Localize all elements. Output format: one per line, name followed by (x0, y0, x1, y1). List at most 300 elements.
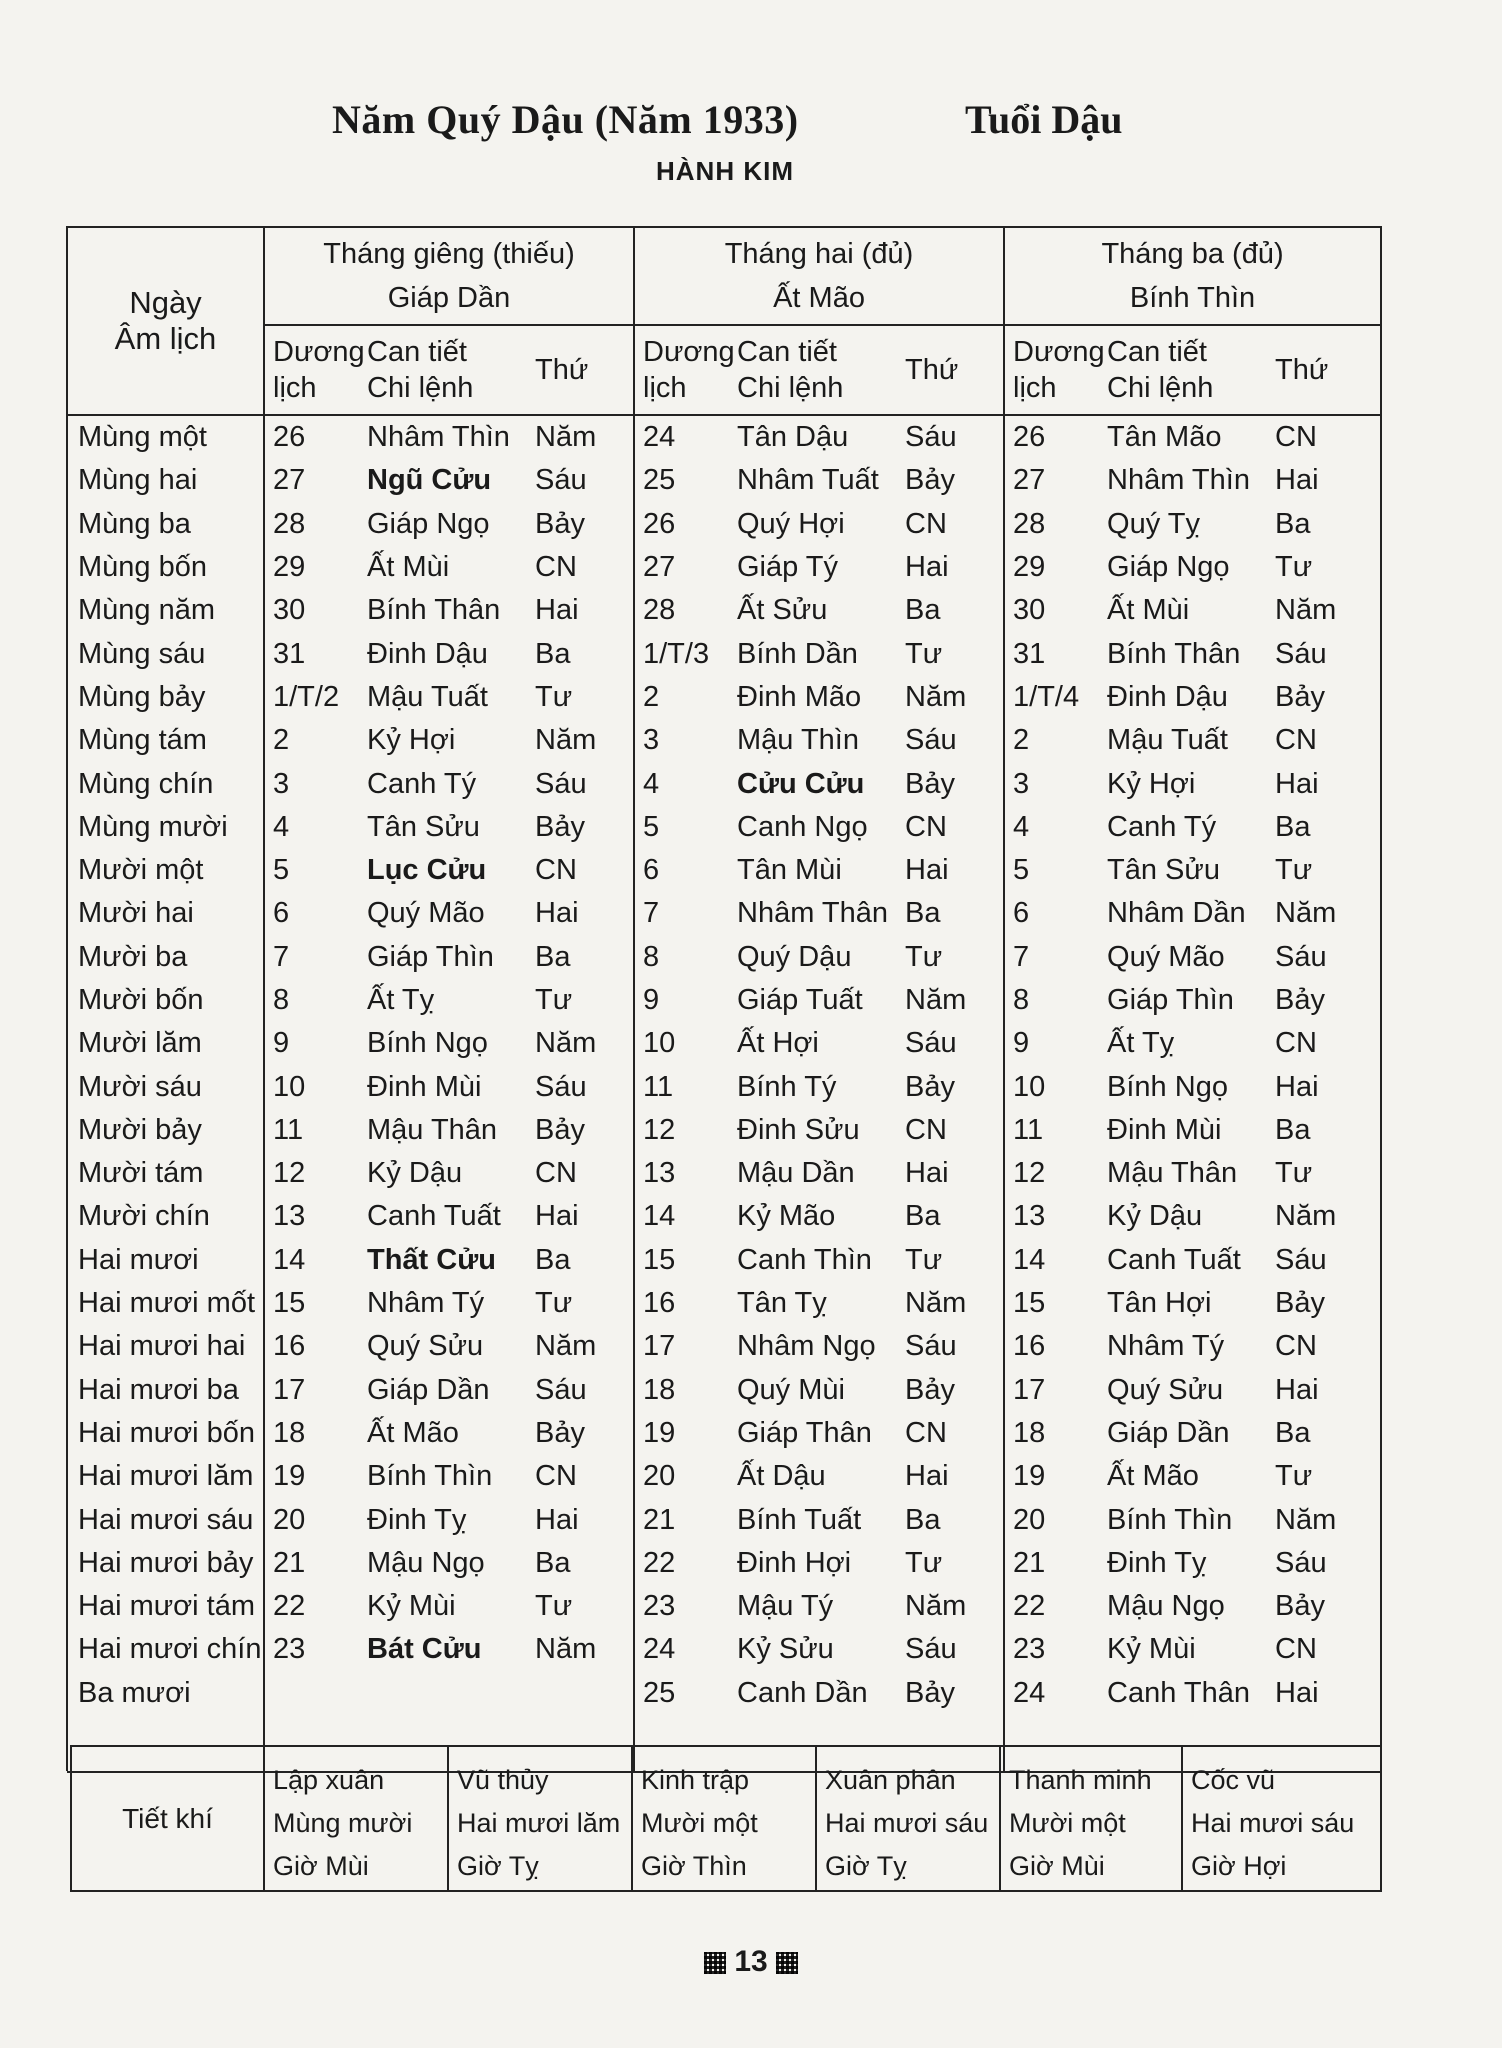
solar-date-cell: 6 (643, 854, 660, 887)
solar-term-cell (1000, 1746, 1182, 1891)
solar-date-cell: 17 (1013, 1373, 1046, 1406)
can-chi-cell: Kỷ Mão (737, 1200, 836, 1233)
solar-date-cell: 21 (1013, 1546, 1046, 1579)
table-row (67, 719, 1381, 762)
can-chi-cell: Kỷ Hợi (1107, 767, 1196, 800)
weekday-cell: Bảy (1271, 1282, 1381, 1325)
solar-date-cell: 3 (1013, 767, 1030, 800)
solar-date-cell: 21 (643, 1503, 676, 1536)
solar-date-cell: 6 (1013, 897, 1030, 930)
can-chi-cell: Quý Sửu (367, 1330, 484, 1363)
weekday-cell: CN (531, 546, 634, 589)
lunar-day-cell: Mười một (67, 849, 264, 892)
solar-term-cell (448, 1746, 632, 1891)
can-chi-cell: Canh Tuất (367, 1200, 501, 1233)
solar-date-cell: 13 (643, 1157, 676, 1190)
solar-terms-row (71, 1746, 1381, 1891)
weekday-cell: Ba (901, 589, 1004, 632)
page-header (0, 96, 1502, 146)
lunar-day-cell: Mùng bốn (67, 546, 264, 589)
weekday-cell: Sáu (1271, 1239, 1381, 1282)
weekday-cell: CN (901, 503, 1004, 546)
can-chi-cell: Giáp Dần (367, 1373, 490, 1406)
can-chi-cell: Đinh Hợi (737, 1546, 852, 1579)
can-chi-cell: Nhâm Thìn (1107, 464, 1250, 497)
can-chi-cell: Ất Sửu (737, 594, 828, 627)
weekday-cell: Ba (901, 1195, 1004, 1238)
solar-date-cell: 15 (1013, 1287, 1046, 1320)
solar-date-cell: 28 (273, 507, 306, 540)
table-row (67, 676, 1381, 719)
table-row (67, 1065, 1381, 1108)
weekday-cell: Hai (901, 546, 1004, 589)
solar-term-cell (264, 1746, 448, 1891)
solar-date-cell: 22 (1013, 1590, 1046, 1623)
weekday-cell: Ba (531, 632, 634, 675)
solar-date-cell: 20 (1013, 1503, 1046, 1536)
solar-date-cell: 3 (273, 767, 290, 800)
weekday-cell: Hai (531, 892, 634, 935)
weekday-cell: Bảy (531, 1412, 634, 1455)
solar-date-header (1004, 325, 1105, 415)
solar-date-cell: 28 (1013, 507, 1046, 540)
weekday-cell: Sáu (531, 459, 634, 502)
page-title: Năm Quý Dậu (Năm 1933) (332, 97, 799, 142)
can-chi-cell: Giáp Tuất (737, 984, 863, 1016)
solar-date-cell: 31 (1013, 637, 1046, 670)
weekday-cell: Bảy (531, 503, 634, 546)
solar-terms-label: Tiết khí (71, 1746, 264, 1891)
solar-date-cell: 17 (273, 1373, 306, 1406)
can-chi-cell: Tân Sửu (367, 810, 480, 843)
solar-date-cell: 11 (643, 1070, 674, 1103)
weekday-cell: Năm (901, 979, 1004, 1022)
solar-date-cell: 11 (273, 1113, 304, 1146)
weekday-cell: Bảy (1271, 676, 1381, 719)
weekday-cell: CN (901, 1109, 1004, 1152)
can-chi-cell: Đinh Dậu (1107, 680, 1228, 713)
lunar-day-cell: Hai mươi (67, 1239, 264, 1282)
month-header-row (67, 227, 1381, 325)
table-row (67, 1369, 1381, 1412)
solar-date-cell: 8 (1013, 984, 1030, 1016)
weekday-header (901, 325, 1004, 415)
month-can-chi: Giáp Dần (387, 282, 511, 314)
weekday-header (531, 325, 634, 415)
weekday-cell: Tư (1271, 546, 1381, 589)
solar-date-cell: 23 (1013, 1633, 1046, 1666)
can-chi-cell: Tân Dậu (737, 421, 849, 454)
weekday-cell: Sáu (1271, 632, 1381, 675)
solar-date-cell: 24 (643, 421, 676, 454)
lunar-day-cell: Mùng hai (67, 459, 264, 502)
table-row (67, 892, 1381, 935)
lunar-day-cell: Mười tám (67, 1152, 264, 1195)
solar-term-day: Hai mươi sáu (1191, 1808, 1355, 1838)
weekday-cell: Ba (901, 1498, 1004, 1541)
solar-date-cell: 4 (1013, 810, 1030, 843)
table-row (67, 1628, 1381, 1671)
lunar-day-cell: Hai mươi mốt (67, 1282, 264, 1325)
month-name: Tháng hai (đủ) (724, 238, 914, 270)
can-chi-cell: Giáp Tý (737, 551, 839, 584)
lunar-day-cell: Mười sáu (67, 1065, 264, 1108)
solar-date-cell: 20 (273, 1503, 306, 1536)
can-chi-cell: Ngũ Cửu (367, 464, 492, 497)
lunar-day-cell: Hai mươi ba (67, 1369, 264, 1412)
can-chi-cell: Mậu Tuất (367, 680, 488, 713)
can-chi-cell: Đinh Dậu (367, 637, 488, 670)
weekday-cell: Năm (1271, 1498, 1381, 1541)
solar-date-cell: 13 (1013, 1200, 1046, 1233)
solar-date-cell: 12 (1013, 1157, 1046, 1190)
solar-term-cell (632, 1746, 816, 1891)
lunar-day-cell: Mùng ba (67, 503, 264, 546)
solar-date-cell: 29 (273, 551, 306, 584)
can-chi-cell: Mậu Ngọ (1107, 1590, 1225, 1623)
can-chi-cell: Mậu Tý (737, 1590, 834, 1623)
weekday-cell: Năm (531, 719, 634, 762)
table-row (67, 1282, 1381, 1325)
weekday-cell: Năm (531, 415, 634, 459)
solar-term-day: Mười một (641, 1808, 758, 1838)
can-chi-cell: Bính Thân (367, 594, 501, 627)
header-text: Dương (1013, 336, 1105, 368)
can-chi-cell: Kỷ Hợi (367, 724, 456, 757)
solar-date-cell: 25 (643, 1676, 676, 1709)
can-chi-cell: Nhâm Thân (737, 897, 888, 930)
can-chi-cell: Thất Cửu (367, 1243, 496, 1276)
can-chi-cell: Đinh Sửu (737, 1113, 860, 1146)
table-row (67, 1022, 1381, 1065)
solar-date-cell: 5 (1013, 854, 1030, 887)
month-header-1 (264, 227, 634, 325)
month-can-chi: Ất Mão (773, 282, 865, 314)
weekday-cell: Năm (901, 1282, 1004, 1325)
can-chi-cell: Kỷ Sửu (737, 1633, 834, 1666)
solar-term-name: Kinh trập (641, 1765, 750, 1795)
header-text: Dương (643, 336, 735, 368)
solar-term-day: Hai mươi lăm (457, 1808, 621, 1838)
solar-date-cell: 5 (273, 854, 290, 887)
lunar-day-cell: Hai mươi bảy (67, 1542, 264, 1585)
table-row (67, 1239, 1381, 1282)
can-chi-cell: Canh Tý (1107, 810, 1217, 843)
lunar-day-cell: Mùng năm (67, 589, 264, 632)
can-chi-cell: Ất Mão (367, 1416, 459, 1449)
table-row (67, 1195, 1381, 1238)
solar-date-cell: 9 (643, 984, 660, 1016)
can-chi-cell: Ất Mão (1107, 1460, 1199, 1493)
solar-date-cell: 29 (1013, 551, 1046, 584)
solar-term-day: Mười một (1009, 1808, 1126, 1838)
element-subtitle: HÀNH KIM (656, 156, 794, 186)
solar-date-cell: 31 (273, 637, 306, 670)
weekday-cell: Năm (901, 676, 1004, 719)
can-chi-header (361, 325, 531, 415)
solar-date-cell: 18 (643, 1373, 676, 1406)
can-chi-cell: Kỷ Dậu (367, 1157, 463, 1190)
table-row (67, 589, 1381, 632)
can-chi-cell: Kỷ Mùi (1107, 1633, 1196, 1666)
solar-date-cell: 16 (643, 1287, 676, 1320)
weekday-cell: Tư (531, 1282, 634, 1325)
table-row (67, 1455, 1381, 1498)
can-chi-cell: Bính Dần (737, 637, 858, 670)
weekday-cell: Tư (531, 1585, 634, 1628)
table-row (67, 1412, 1381, 1455)
solar-date-cell: 9 (273, 1027, 290, 1060)
solar-date-cell: 27 (643, 551, 676, 584)
can-chi-cell: Bính Ngọ (367, 1027, 488, 1060)
solar-date-cell: 11 (1013, 1113, 1044, 1146)
lunar-day-cell: Mười hai (67, 892, 264, 935)
can-chi-cell: Mậu Dần (737, 1157, 855, 1190)
can-chi-cell: Canh Dần (737, 1676, 868, 1709)
solar-date-cell: 23 (643, 1590, 676, 1623)
header-text: Thứ (535, 353, 589, 386)
solar-date-cell: 22 (643, 1546, 676, 1579)
can-chi-cell: Đinh Mão (737, 680, 862, 713)
lunar-day-cell: Hai mươi sáu (67, 1498, 264, 1541)
weekday-cell: Hai (531, 1498, 634, 1541)
header-text: Chi lệnh (1107, 372, 1214, 404)
solar-date-cell: 27 (273, 464, 306, 497)
solar-date-cell: 1/T/3 (643, 637, 710, 670)
weekday-cell: Tư (1271, 1455, 1381, 1498)
solar-date-cell: 10 (1013, 1070, 1046, 1103)
weekday-cell: CN (901, 1412, 1004, 1455)
can-chi-cell: Bính Thìn (367, 1460, 493, 1493)
can-chi-cell: Canh Tý (367, 767, 477, 800)
weekday-cell: Sáu (531, 762, 634, 805)
table-row (67, 1585, 1381, 1628)
weekday-cell: Sáu (901, 719, 1004, 762)
weekday-cell: Hai (1271, 762, 1381, 805)
solar-date-cell: 5 (643, 810, 660, 843)
lunar-day-cell: Mùng sáu (67, 632, 264, 675)
can-chi-cell: Nhâm Tý (1107, 1330, 1225, 1363)
weekday-cell: Tư (531, 979, 634, 1022)
solar-date-cell: 16 (1013, 1330, 1046, 1363)
page-number (0, 1945, 1502, 1979)
solar-term-hour: Giờ Mùi (273, 1851, 369, 1881)
can-chi-cell: Nhâm Dần (1107, 897, 1246, 930)
can-chi-cell: Quý Mùi (737, 1373, 845, 1406)
can-chi-cell: Ất Hợi (737, 1027, 819, 1060)
solar-date-cell: 30 (273, 594, 306, 627)
header-text: Can tiết (1107, 336, 1207, 368)
solar-date-cell: 15 (273, 1287, 306, 1320)
solar-term-name: Xuân phân (825, 1765, 956, 1795)
solar-date-cell: 14 (273, 1243, 306, 1276)
can-chi-cell: Giáp Thìn (367, 940, 494, 973)
weekday-cell: Sáu (531, 1369, 634, 1412)
can-chi-cell: Giáp Ngọ (367, 507, 490, 540)
weekday-cell: CN (531, 849, 634, 892)
lunar-day-cell: Mùng chín (67, 762, 264, 805)
can-chi-cell: Nhâm Tý (367, 1287, 485, 1320)
weekday-cell: Sáu (1271, 936, 1381, 979)
can-chi-cell: Mậu Ngọ (367, 1546, 485, 1579)
can-chi-cell: Nhâm Thìn (367, 421, 510, 454)
solar-date-cell: 30 (1013, 594, 1046, 627)
solar-date-cell: 13 (273, 1200, 306, 1233)
header-text: Chi lệnh (367, 372, 474, 404)
table-row (67, 1672, 1381, 1715)
solar-date-cell: 14 (1013, 1243, 1046, 1276)
can-chi-cell: Giáp Thân (737, 1416, 872, 1449)
table-row (67, 503, 1381, 546)
solar-date-cell: 26 (273, 421, 306, 454)
weekday-cell: CN (531, 1152, 634, 1195)
can-chi-cell: Canh Ngọ (737, 810, 868, 843)
header-text: lịch (643, 372, 687, 404)
can-chi-cell: Đinh Tỵ (367, 1503, 467, 1536)
solar-term-day: Mùng mười (273, 1808, 413, 1838)
can-chi-cell: Mậu Tuất (1107, 724, 1228, 757)
solar-date-cell: 7 (643, 897, 660, 930)
solar-term-name: Vũ thủy (457, 1765, 549, 1795)
weekday-cell: Tư (901, 936, 1004, 979)
month-header-3 (1004, 227, 1381, 325)
weekday-cell: Ba (901, 892, 1004, 935)
weekday-cell: Sáu (901, 1628, 1004, 1671)
weekday-cell: Năm (531, 1628, 634, 1671)
lunar-day-cell: Hai mươi hai (67, 1325, 264, 1368)
can-chi-cell: Ất Tỵ (1107, 1027, 1175, 1060)
lunar-day-cell: Hai mươi tám (67, 1585, 264, 1628)
solar-terms-table (70, 1745, 1382, 1892)
header-text: lịch (273, 372, 317, 404)
solar-date-cell: 24 (1013, 1676, 1046, 1709)
lunar-day-cell: Ba mươi (67, 1672, 264, 1715)
can-chi-cell: Đinh Mùi (1107, 1113, 1222, 1146)
weekday-cell: Bảy (901, 1369, 1004, 1412)
table-row (67, 762, 1381, 805)
month-header-2 (634, 227, 1004, 325)
can-chi-cell: Quý Hợi (737, 507, 845, 540)
lunar-day-cell: Mười bảy (67, 1109, 264, 1152)
weekday-cell: Hai (1271, 459, 1381, 502)
weekday-cell: CN (1271, 719, 1381, 762)
table-row (67, 936, 1381, 979)
solar-date-cell: 1/T/2 (273, 680, 340, 713)
can-chi-cell: Tân Mão (1107, 421, 1222, 454)
weekday-cell: Bảy (531, 806, 634, 849)
weekday-cell: Năm (531, 1022, 634, 1065)
solar-term-day: Hai mươi sáu (825, 1808, 989, 1838)
weekday-cell: Ba (1271, 1109, 1381, 1152)
solar-term-name: Thanh minh (1009, 1765, 1152, 1795)
can-chi-cell: Ất Tỵ (367, 984, 435, 1016)
weekday-cell: Hai (901, 1455, 1004, 1498)
weekday-cell: CN (1271, 415, 1381, 459)
solar-date-cell: 2 (643, 680, 660, 713)
table-row (67, 546, 1381, 589)
solar-date-cell: 16 (273, 1330, 306, 1363)
can-chi-cell: Tân Tỵ (737, 1287, 827, 1320)
weekday-cell: Hai (531, 1195, 634, 1238)
solar-date-cell: 23 (273, 1633, 306, 1666)
can-chi-cell: Lục Cửu (367, 854, 487, 887)
can-chi-cell: Mậu Thìn (737, 724, 859, 757)
solar-date-header (264, 325, 365, 415)
can-chi-cell: Đinh Mùi (367, 1070, 482, 1103)
table-row (67, 849, 1381, 892)
lunar-day-cell: Hai mươi chín (67, 1628, 264, 1671)
can-chi-cell: Nhâm Ngọ (737, 1330, 876, 1363)
can-chi-cell: Canh Thìn (737, 1243, 872, 1276)
table-row (67, 1542, 1381, 1585)
solar-date-cell: 26 (1013, 421, 1046, 454)
solar-date-cell: 15 (643, 1243, 676, 1276)
weekday-cell: Tư (901, 1542, 1004, 1585)
weekday-cell: CN (1271, 1325, 1381, 1368)
can-chi-cell: Bính Tuất (737, 1503, 862, 1536)
weekday-cell: CN (1271, 1022, 1381, 1065)
solar-date-cell: 10 (643, 1027, 676, 1060)
weekday-cell: Năm (1271, 1195, 1381, 1238)
solar-date-cell: 2 (1013, 724, 1030, 757)
solar-term-hour: Giờ Tỵ (825, 1851, 907, 1881)
solar-date-cell: 8 (643, 940, 660, 973)
table-row (67, 632, 1381, 675)
can-chi-cell: Bính Thìn (1107, 1503, 1233, 1536)
can-chi-cell: Bính Thân (1107, 637, 1241, 670)
can-chi-cell: Giáp Thìn (1107, 984, 1234, 1016)
can-chi-cell: Bính Tý (737, 1070, 837, 1103)
can-chi-cell: Giáp Dần (1107, 1416, 1230, 1449)
weekday-cell: Sáu (901, 1325, 1004, 1368)
lunar-day-cell: Mười chín (67, 1195, 264, 1238)
weekday-cell: Hai (1271, 1672, 1381, 1715)
weekday-cell: Tư (1271, 1152, 1381, 1195)
weekday-cell: Sáu (901, 415, 1004, 459)
weekday-cell: Ba (531, 936, 634, 979)
can-chi-cell: Đinh Tỵ (1107, 1546, 1207, 1579)
weekday-cell: Hai (1271, 1369, 1381, 1412)
month-can-chi: Bính Thìn (1129, 282, 1256, 314)
table-row (67, 979, 1381, 1022)
can-chi-cell: Canh Thân (1107, 1676, 1250, 1709)
can-chi-cell: Quý Sửu (1107, 1373, 1224, 1406)
solar-date-cell: 7 (273, 940, 290, 973)
solar-date-cell: 9 (1013, 1027, 1030, 1060)
lunar-day-header-line2: Âm lịch (114, 321, 217, 356)
table-row (67, 1109, 1381, 1152)
month-name: Tháng giêng (thiếu) (323, 238, 575, 270)
solar-term-name: Cốc vũ (1191, 1765, 1276, 1795)
header-text: Thứ (905, 353, 959, 386)
can-chi-cell: Nhâm Tuất (737, 464, 879, 497)
can-chi-cell: Cửu Cửu (737, 767, 865, 800)
header-text: Can tiết (367, 336, 467, 368)
header-text: Can tiết (737, 336, 837, 368)
can-chi-cell: Giáp Ngọ (1107, 551, 1230, 584)
solar-date-cell: 28 (643, 594, 676, 627)
weekday-cell: Tư (1271, 849, 1381, 892)
solar-date-cell: 12 (643, 1113, 676, 1146)
weekday-cell: Bảy (1271, 1585, 1381, 1628)
lunar-day-cell: Hai mươi bốn (67, 1412, 264, 1455)
solar-date-cell: 19 (1013, 1460, 1046, 1493)
month-name: Tháng ba (đủ) (1101, 238, 1284, 270)
weekday-cell (531, 1672, 634, 1715)
solar-date-cell: 17 (643, 1330, 676, 1363)
lunar-day-cell: Mười ba (67, 936, 264, 979)
weekday-cell: Ba (531, 1542, 634, 1585)
